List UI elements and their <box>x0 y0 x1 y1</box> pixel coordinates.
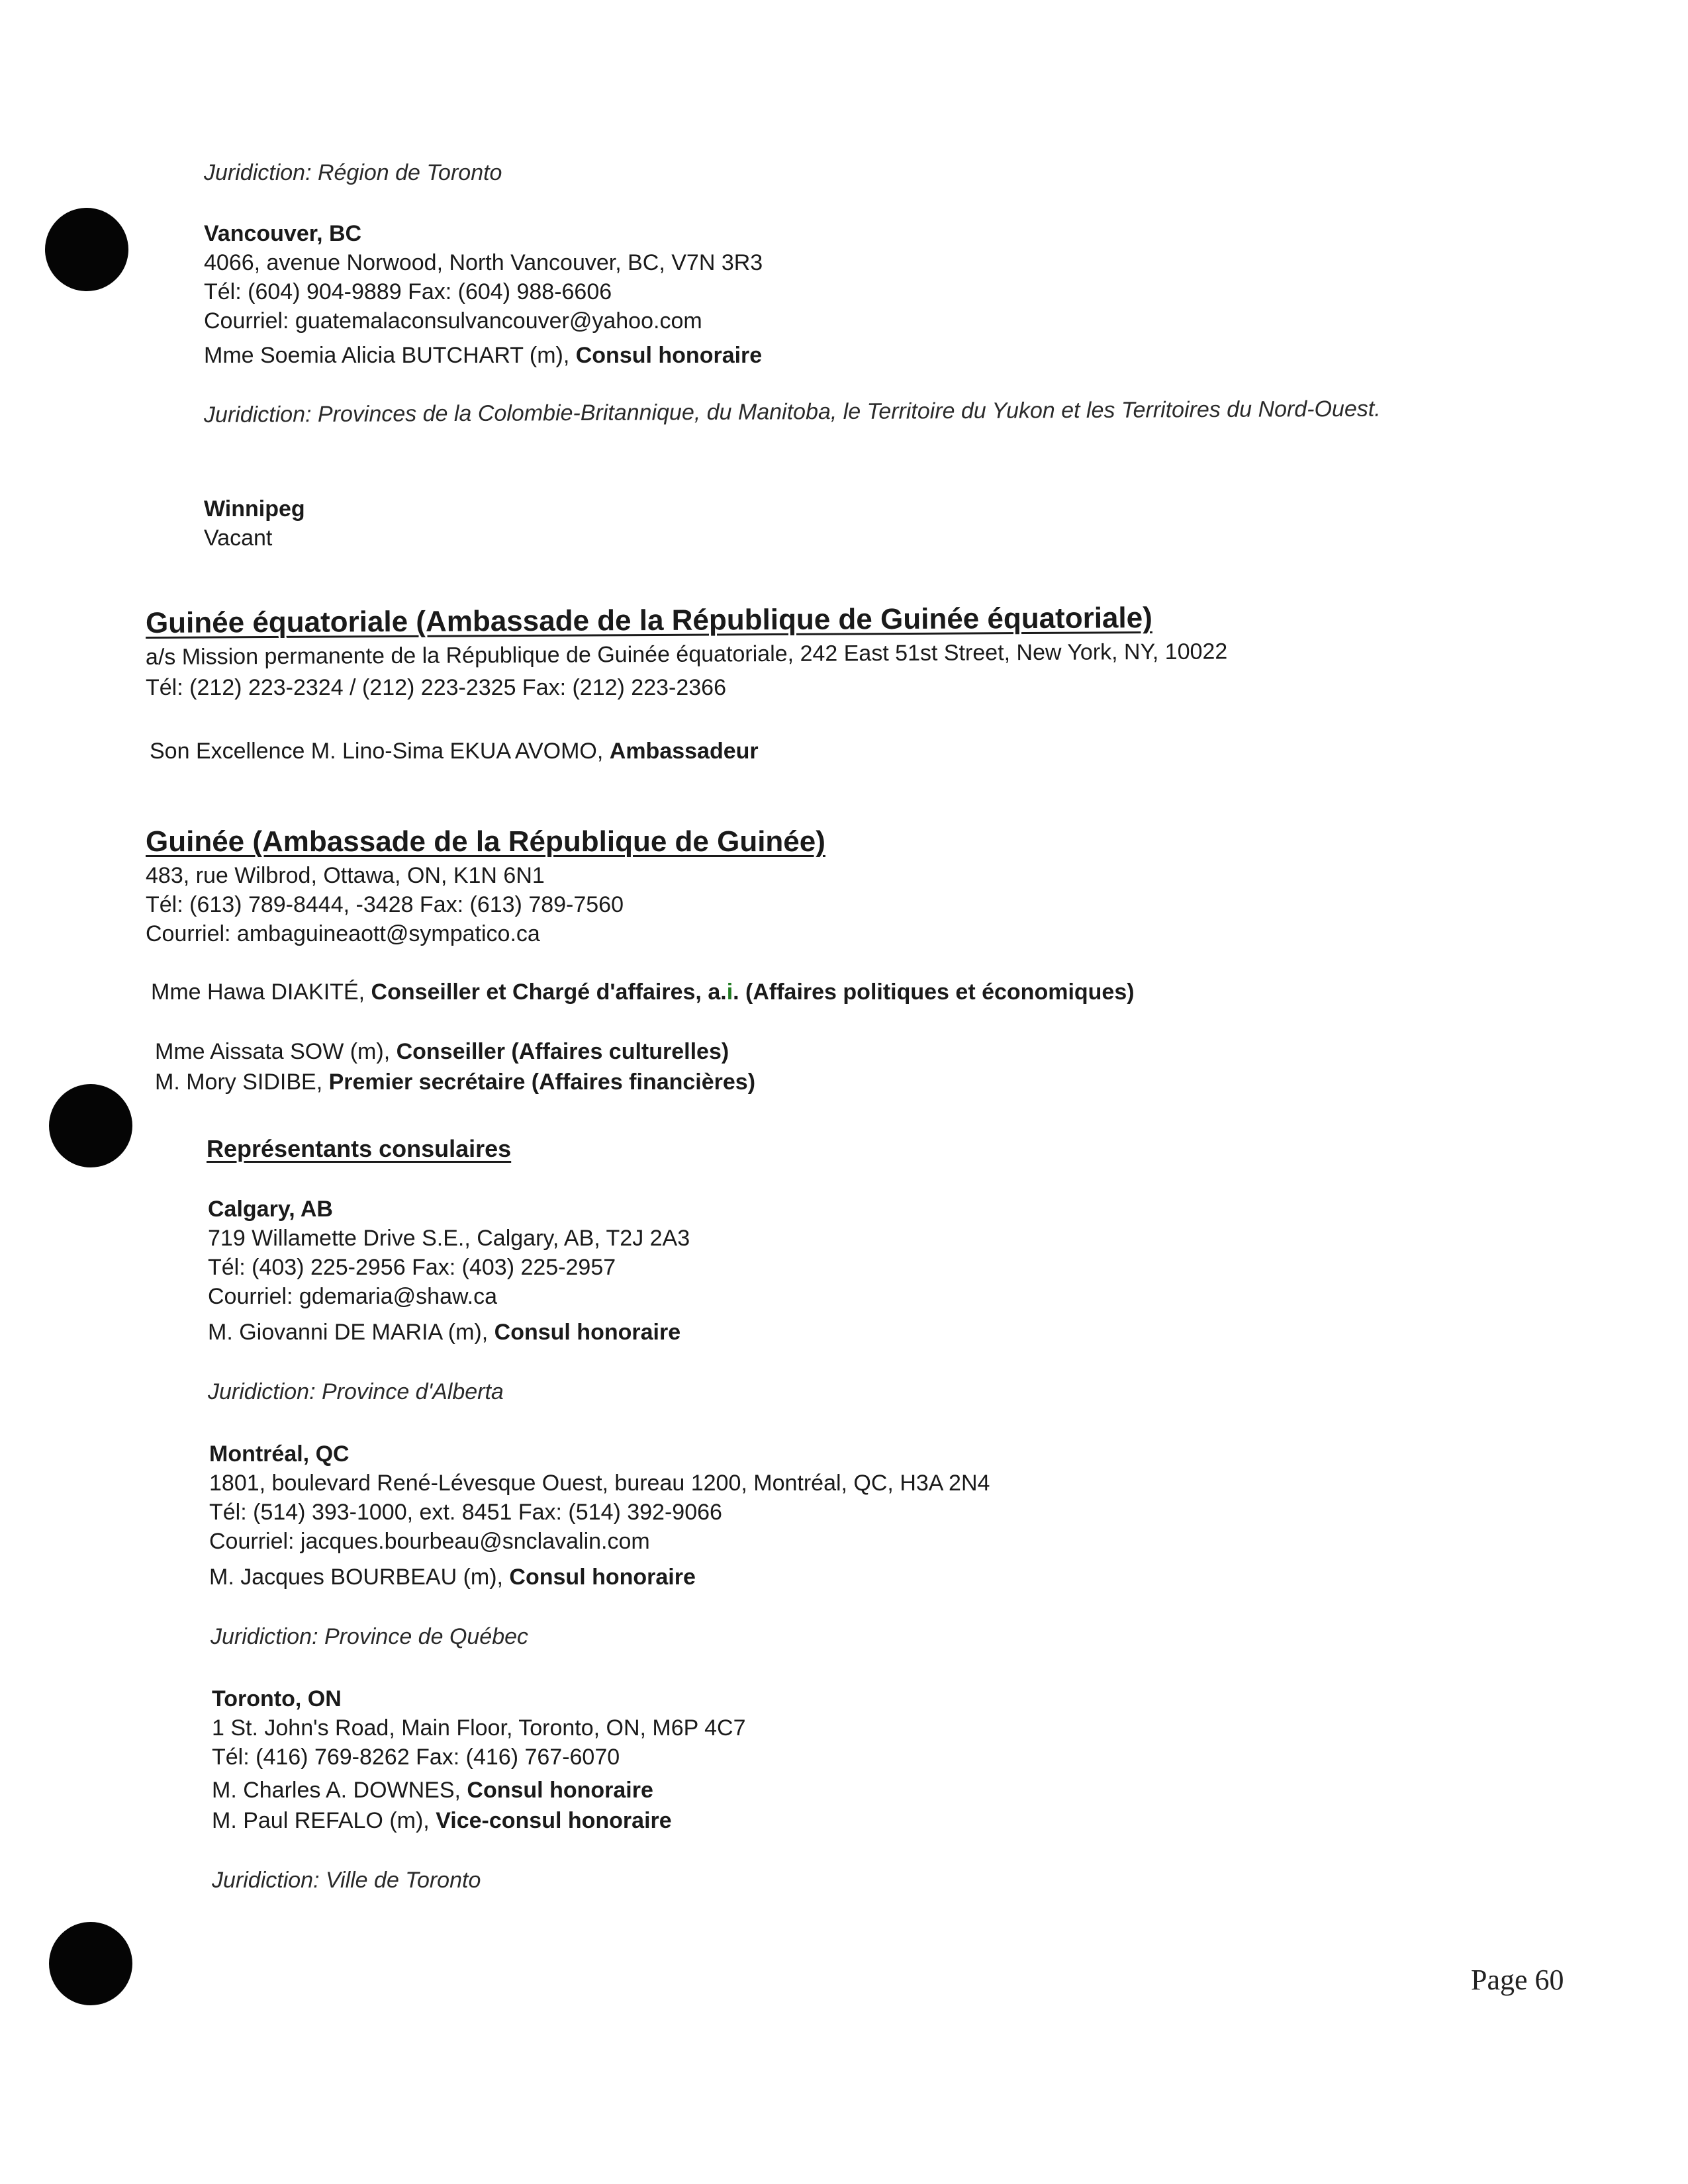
vancouver-city: Vancouver, BC <box>204 221 362 246</box>
person-title: Consul honoraire <box>467 1778 653 1803</box>
calgary-person <box>208 1321 680 1343</box>
vancouver-address: 4066, avenue Norwood, North Vancouver, BC, V7N 3R3 <box>204 250 763 275</box>
person-title: Vice-consul honoraire <box>436 1808 672 1833</box>
guinee-staff-2 <box>155 1040 729 1063</box>
guinee-equatoriale-phone: Tél: (212) 223-2324 / (212) 223-2325 Fax: (212) 223-2366 <box>146 675 726 700</box>
vancouver-juridiction: Juridiction: Provinces de la Colombie-Britannique, du Manitoba, le Territoire du Yukon et les Territoires du Nord-Ouest. <box>203 396 1381 428</box>
montreal-juridiction: Juridiction: Province de Québec <box>211 1624 529 1649</box>
calgary-address: 719 Willamette Drive S.E., Calgary, AB, T2J 2A3 <box>208 1226 690 1251</box>
person-title: Conseiller et Chargé d'affaires, a.i. (Affaires politiques et économiques) <box>371 979 1135 1005</box>
toronto-juridiction-ville: Juridiction: Ville de Toronto <box>212 1868 481 1893</box>
guinee-equatoriale-person <box>150 740 759 762</box>
person-title: Conseiller (Affaires culturelles) <box>396 1039 729 1064</box>
toronto-city: Toronto, ON <box>212 1686 342 1711</box>
guinee-staff-1 <box>151 981 1135 1003</box>
montreal-city: Montréal, QC <box>209 1441 350 1467</box>
person-name: M. Giovanni DE MARIA (m), <box>208 1320 494 1345</box>
toronto-phone: Tél: (416) 769-8262 Fax: (416) 767-6070 <box>212 1745 620 1770</box>
person-name: M. Charles A. DOWNES, <box>212 1778 467 1803</box>
montreal-person <box>209 1566 696 1588</box>
guinee-phone: Tél: (613) 789-8444, -3428 Fax: (613) 789-7560 <box>146 892 624 917</box>
person-name: M. Mory SIDIBE, <box>155 1069 329 1095</box>
toronto-person-1 <box>212 1779 653 1801</box>
person-title: Premier secrétaire (Affaires financières) <box>328 1069 756 1095</box>
guinee-heading: Guinée (Ambassade de la République de Guinée) <box>146 825 825 858</box>
calgary-juridiction: Juridiction: Province d'Alberta <box>208 1379 504 1404</box>
person-name: Mme Soemia Alicia BUTCHART (m), <box>204 343 576 368</box>
person-title: Ambassadeur <box>609 739 759 764</box>
punch-hole-middle <box>49 1084 132 1167</box>
calgary-phone: Tél: (403) 225-2956 Fax: (403) 225-2957 <box>208 1255 616 1280</box>
toronto-juridiction: Juridiction: Région de Toronto <box>204 160 502 185</box>
person-name: M. Paul REFALO (m), <box>212 1808 436 1833</box>
winnipeg-city: Winnipeg <box>204 496 305 522</box>
montreal-address: 1801, boulevard René-Lévesque Ouest, bureau 1200, Montréal, QC, H3A 2N4 <box>209 1471 990 1496</box>
punch-hole-top <box>45 208 128 291</box>
person-name: Son Excellence M. Lino-Sima EKUA AVOMO, <box>150 739 610 764</box>
person-title: Consul honoraire <box>509 1565 696 1590</box>
guinee-equatoriale-address: a/s Mission permanente de la République de Guinée équatoriale, 242 East 51st Street, New York, NY, 10022 <box>145 639 1228 670</box>
consular-representatives-heading: Représentants consulaires <box>207 1135 512 1162</box>
person-name: M. Jacques BOURBEAU (m), <box>209 1565 510 1590</box>
punch-hole-bottom <box>49 1922 132 2005</box>
toronto-address: 1 St. John's Road, Main Floor, Toronto, ON, M6P 4C7 <box>212 1715 746 1741</box>
person-name: Mme Aissata SOW (m), <box>155 1039 397 1064</box>
winnipeg-status: Vacant <box>204 525 273 551</box>
montreal-email: Courriel: jacques.bourbeau@snclavalin.com <box>209 1529 650 1554</box>
guinee-staff-3 <box>155 1071 755 1093</box>
montreal-phone: Tél: (514) 393-1000, ext. 8451 Fax: (514) 392-9066 <box>209 1500 722 1525</box>
person-title: Consul honoraire <box>575 343 763 368</box>
vancouver-phone: Tél: (604) 904-9889 Fax: (604) 988-6606 <box>204 279 612 304</box>
toronto-person-2 <box>212 1809 672 1832</box>
vancouver-email: Courriel: guatemalaconsulvancouver@yahoo.com <box>204 308 702 334</box>
page-number: Page 60 <box>1471 1964 1564 1996</box>
guinee-equatoriale-heading: Guinée équatoriale (Ambassade de la République de Guinée équatoriale) <box>145 602 1152 639</box>
person-title: Consul honoraire <box>494 1320 681 1345</box>
vancouver-person <box>204 344 762 367</box>
calgary-city: Calgary, AB <box>208 1197 333 1222</box>
person-name: Mme Hawa DIAKITÉ, <box>151 979 371 1005</box>
guinee-email: Courriel: ambaguineaott@sympatico.ca <box>146 921 540 946</box>
guinee-address: 483, rue Wilbrod, Ottawa, ON, K1N 6N1 <box>146 863 545 888</box>
calgary-email: Courriel: gdemaria@shaw.ca <box>208 1284 498 1309</box>
